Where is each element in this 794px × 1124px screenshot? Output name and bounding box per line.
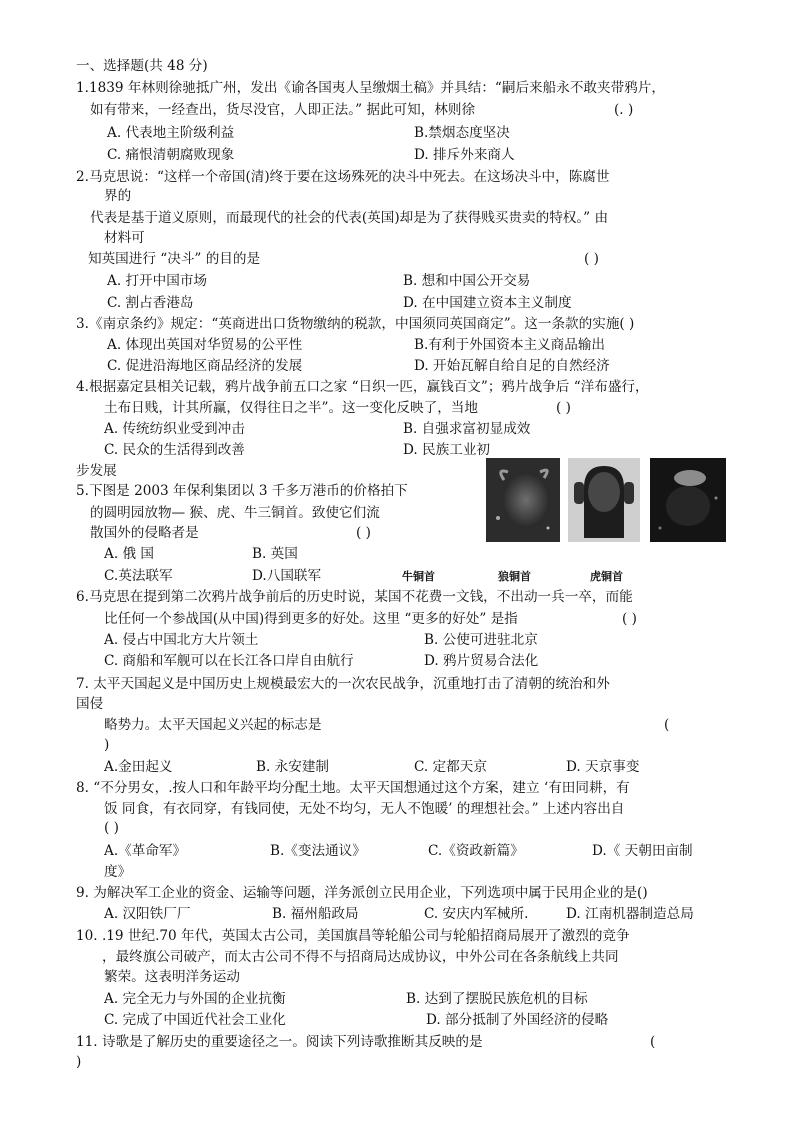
q7-option-d[interactable]: D. 天京事变 xyxy=(566,759,640,775)
q6-stem-line-2: 比任何一个参战国(从中国)得到更多的好处。这里 “更多的好处” 是指 xyxy=(104,611,518,627)
q10-stem-line-3: 繁荣。这表明洋务运动 xyxy=(104,969,240,985)
q2-option-c[interactable]: C. 割占香港岛 xyxy=(107,295,194,311)
q10-option-b[interactable]: B. 达到了摆脱民族危机的目标 xyxy=(406,991,588,1007)
q5-stem-line-1: 5.下图是 2003 年保利集团以 3 千多万港币的价格拍下 xyxy=(76,483,408,499)
q8-stem-line-2: 饭 同食，有衣同穿，有钱同使，无处不均匀，无人不饱暖’ 的理想社会。” 上述内容出自 xyxy=(104,801,625,817)
q8-option-a[interactable]: A.《革命军》 xyxy=(104,843,187,859)
caption-ox-head: 牛铜首 xyxy=(402,570,435,583)
q7-bracket-close: ) xyxy=(104,737,110,753)
q5-option-d[interactable]: D.八国联军 xyxy=(252,568,322,584)
tiger-bronze-head-photo xyxy=(568,458,640,542)
q5-stem-line-2: 的圆明园放物— 猴、虎、牛三铜首。致使它们流 xyxy=(90,505,380,521)
q7-stem-line-2: 国侵 xyxy=(76,696,104,712)
q10-stem-line-1: 10. .19 世纪.70 年代，英国太古公司，美国旗昌等轮船公司与轮船招商局展开了激烈的竞争 xyxy=(76,928,630,944)
q11-bracket-open: ( xyxy=(650,1034,656,1050)
q2-stem-line-4: 材料可 xyxy=(104,230,145,246)
q4-answer-bracket: ( ) xyxy=(556,400,571,416)
q2-stem-line-3: 代表是基于道义原则，而最现代的社会的代表(英国)却是为了获得贱买贵卖的特权。” 由 xyxy=(90,210,609,226)
q1-option-b[interactable]: B.禁烟态度坚决 xyxy=(414,125,510,141)
q8-stem-line-1: 8. “不分男女，.按人口和年龄平均分配土地。太平天国想通过这个方案，建立 ‘有田同耕，有 xyxy=(76,780,630,796)
q3-option-b[interactable]: B.有利于外国资本主义商品输出 xyxy=(414,337,606,353)
q8-option-d[interactable]: D.《 天朝田亩制 xyxy=(592,843,693,859)
caption-tiger-head: 虎铜首 xyxy=(590,570,623,583)
q7-option-b[interactable]: B. 永安建制 xyxy=(256,759,330,775)
q4-option-d-continued: 步发展 xyxy=(76,463,117,479)
q4-option-b[interactable]: B. 自强求富初显成效 xyxy=(403,421,531,437)
q6-stem-line-1: 6.马克思在提到第二次鸦片战争前后的历史时说，某国不花费一文钱，不出动一兵一卒，而能 xyxy=(76,589,633,605)
q4-option-c[interactable]: C. 民众的生活得到改善 xyxy=(104,442,245,458)
q2-option-d[interactable]: D. 在中国建立资本主义制度 xyxy=(403,295,572,311)
q1-option-d[interactable]: D. 排斥外来商人 xyxy=(414,147,515,163)
q7-stem-line-1: 7. 太平天国起义是中国历史上规模最宏大的一次农民战争，沉重地打击了清朝的统治和外 xyxy=(76,676,610,692)
q4-stem-line-1: 4.根据嘉定县相关记载，鸦片战争前五口之家 “日织一匹，赢钱百文”；鸦片战争后 “洋布盛行， xyxy=(76,379,649,395)
q1-answer-bracket: (. ) xyxy=(614,102,634,118)
q9-option-b[interactable]: B. 福州船政局 xyxy=(272,906,359,922)
q7-option-c[interactable]: C. 定都天京 xyxy=(414,759,487,775)
q8-option-c[interactable]: C.《资政新篇》 xyxy=(428,843,524,859)
q9-stem-line-1: 9. 为解决军工企业的资金、运输等问题，洋务派创立民用企业，下列选项中属于民用企业的是() xyxy=(76,885,648,901)
monkey-bronze-head-photo xyxy=(650,458,726,542)
q1-stem-line-2: 如有带来，一经查出，货尽没官，人即正法。” 据此可知，林则徐 xyxy=(90,102,476,118)
q3-stem-line-1: 3.《南京条约》规定：“英商进出口货物缴纳的税款，中国须同英国商定”。这一条款的实施( ) xyxy=(76,316,635,332)
q6-option-c[interactable]: C. 商船和军舰可以在长江各口岸自由航行 xyxy=(104,653,354,669)
q3-option-d[interactable]: D. 开始瓦解自给自足的自然经济 xyxy=(414,358,610,374)
q9-option-a[interactable]: A. 汉阳铁厂厂 xyxy=(104,906,191,922)
q2-stem-line-5: 知英国进行 “决斗” 的目的是 xyxy=(88,251,261,267)
q8-answer-bracket: ( ) xyxy=(104,820,119,836)
q6-option-d[interactable]: D. 鸦片贸易合法化 xyxy=(424,653,539,669)
q2-answer-bracket: ( ) xyxy=(584,251,599,267)
q4-option-a[interactable]: A. 传统纺织业受到冲击 xyxy=(104,421,245,437)
section-title: 一、选择题(共 48 分) xyxy=(76,58,208,74)
q7-stem-line-3: 略势力。太平天国起义兴起的标志是 xyxy=(104,717,322,733)
q1-option-c[interactable]: C. 痛恨清朝腐败现象 xyxy=(107,147,235,163)
ox-bronze-head-photo xyxy=(486,458,560,542)
q10-option-d[interactable]: D. 部分抵制了外国经济的侵略 xyxy=(426,1012,609,1028)
q3-option-c[interactable]: C. 促进沿海地区商品经济的发展 xyxy=(107,358,303,374)
q6-option-b[interactable]: B. 公使可进驻北京 xyxy=(424,632,538,648)
q2-option-a[interactable]: A. 打开中国市场 xyxy=(107,273,208,289)
q2-option-b[interactable]: B. 想和中国公开交易 xyxy=(403,273,531,289)
q8-option-b[interactable]: B.《变法通议》 xyxy=(270,843,366,859)
q7-option-a[interactable]: A.金田起义 xyxy=(104,759,173,775)
q11-stem-line-1: 11. 诗歌是了解历史的重要途径之一。阅读下列诗歌推断其反映的是 xyxy=(76,1034,483,1050)
q10-option-c[interactable]: C. 完成了中国近代社会工业化 xyxy=(104,1012,286,1028)
caption-wolf-head: 狼铜首 xyxy=(498,570,531,583)
q5-option-b[interactable]: B. 英国 xyxy=(252,546,298,562)
q1-option-a[interactable]: A. 代表地主阶级利益 xyxy=(107,125,235,141)
q5-stem-line-3: 散国外的侵略者是 xyxy=(90,525,199,541)
q1-stem-line-1: 1.1839 年林则徐驰抵广州，发出《谕各国夷人呈缴烟土稿》并具结：“嗣后来船永不敢夹带鸦片， xyxy=(76,80,665,96)
q6-answer-bracket: ( ) xyxy=(622,611,637,627)
q7-bracket-open: ( xyxy=(664,717,670,733)
q5-answer-bracket: ( ) xyxy=(356,525,371,541)
q10-option-a[interactable]: A. 完全无力与外国的企业抗衡 xyxy=(104,991,286,1007)
q2-stem-line-1: 2.马克思说：“这样一个帝国(清)终于要在这场殊死的决斗中死去。在这场决斗中，陈腐世 xyxy=(76,169,610,185)
q9-option-c[interactable]: C. 安庆内军械所. xyxy=(424,906,529,922)
q3-option-a[interactable]: A. 体现出英国对华贸易的公平性 xyxy=(107,337,303,353)
q4-option-d[interactable]: D. 民族工业初 xyxy=(403,442,491,458)
q9-option-d[interactable]: D. 江南机器制造总局 xyxy=(566,906,694,922)
q6-option-a[interactable]: A. 侵占中国北方大片领土 xyxy=(104,632,259,648)
q4-stem-line-2: 土布日贱，计其所赢，仅得往日之半”。这一变化反映了，当地 xyxy=(104,400,478,416)
q11-bracket-close: ) xyxy=(76,1054,82,1070)
q10-stem-line-2: ，最终旗公司破产，而太古公司不得不与招商局达成协议，中外公司在各条航线上共同 xyxy=(102,949,619,965)
q2-stem-line-2: 界的 xyxy=(104,188,132,204)
q5-option-a[interactable]: A. 俄 国 xyxy=(104,546,154,562)
q8-option-d-continued: 度》 xyxy=(104,864,132,880)
q5-option-c[interactable]: C.英法联军 xyxy=(104,568,173,584)
